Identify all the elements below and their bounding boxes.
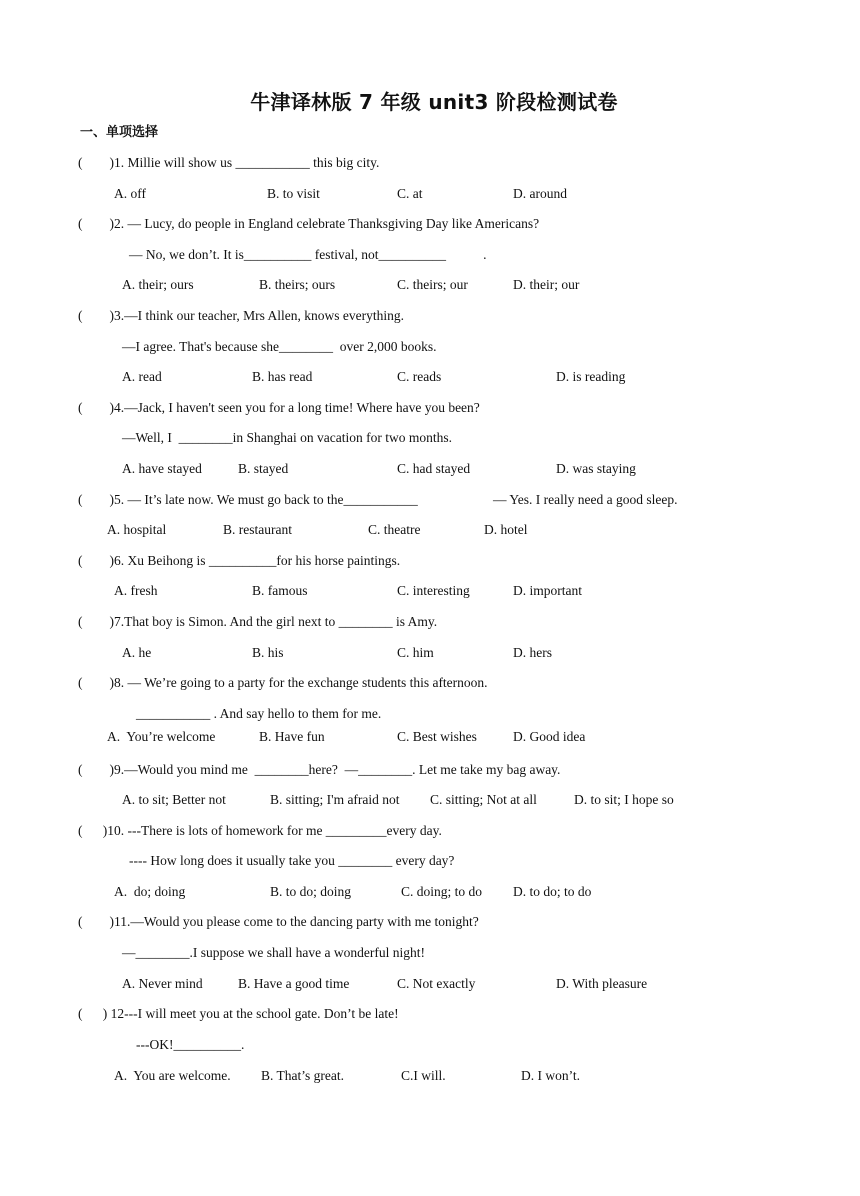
option-c: C. theatre (368, 522, 421, 537)
option-b: B. to do; doing (270, 884, 352, 899)
question-line: ---OK!__________. (136, 1037, 245, 1052)
option-d: D. With pleasure (556, 976, 648, 991)
question-line: —I agree. That's because she________ over 2,000 books. (122, 339, 437, 354)
option-a: A. do; doing (114, 884, 186, 899)
option-c: C. interesting (397, 583, 470, 598)
question-prompt: ( )10. ---There is lots of homework for me _________every day. (78, 823, 442, 838)
option-c: C. theirs; our (397, 277, 468, 292)
option-b: B. his (252, 645, 284, 660)
option-d: D. Good idea (513, 729, 586, 744)
question-line: —________.I suppose we shall have a wonderful night! (122, 945, 425, 960)
option-d: D. important (513, 583, 582, 598)
option-d: D. hotel (484, 522, 528, 537)
option-a: A. to sit; Better not (122, 792, 226, 807)
option-c: C. reads (397, 369, 442, 384)
question-prompt: ( )6. Xu Beihong is __________for his horse paintings. (78, 553, 401, 568)
option-c: C. doing; to do (401, 884, 483, 899)
option-d: D. is reading (556, 369, 626, 384)
option-b: B. theirs; ours (259, 277, 336, 292)
question-prompt: ( )9.—Would you mind me ________here? —________. Let me take my bag away. (78, 762, 561, 777)
question-prompt: ( )3.—I think our teacher, Mrs Allen, knows everything. (78, 308, 405, 323)
option-a: A. read (122, 369, 162, 384)
question-prompt: ( )8. — We’re going to a party for the exchange students this afternoon. (78, 675, 488, 690)
question-prompt: ( )11.—Would you please come to the dancing party with me tonight? (78, 914, 479, 929)
question-prompt: ( )4.—Jack, I haven't seen you for a long time! Where have you been? (78, 400, 480, 415)
option-b: B. Have a good time (238, 976, 350, 991)
option-a: A. Never mind (122, 976, 203, 991)
exam-title: 牛津译林版 7 年级 unit3 阶段检测试卷 (250, 90, 618, 114)
option-b: B. to visit (267, 186, 320, 201)
option-b: B. That’s great. (261, 1068, 344, 1083)
option-d: D. to do; to do (513, 884, 592, 899)
option-b: B. has read (252, 369, 313, 384)
option-a: A. have stayed (122, 461, 202, 476)
question-prompt: ( )5. — It’s late now. We must go back to the___________ (78, 492, 418, 507)
option-b: B. sitting; I'm afraid not (270, 792, 400, 807)
option-b: B. Have fun (259, 729, 325, 744)
option-c: C. him (397, 645, 434, 660)
section-heading: 一、单项选择 (80, 125, 159, 140)
option-c: C. had stayed (397, 461, 471, 476)
option-c: C.I will. (401, 1068, 446, 1083)
option-d: D. was staying (556, 461, 636, 476)
option-a: A. fresh (114, 583, 158, 598)
question-prompt: ( )7.That boy is Simon. And the girl next to ________ is Amy. (78, 614, 438, 629)
option-a: A. You’re welcome (107, 729, 216, 744)
option-a: A. You are welcome. (114, 1068, 231, 1083)
option-b: B. stayed (238, 461, 289, 476)
option-a: A. their; ours (122, 277, 194, 292)
option-c: C. Best wishes (397, 729, 477, 744)
option-c: C. sitting; Not at all (430, 792, 537, 807)
question-line: ___________ . And say hello to them for me. (136, 706, 382, 721)
option-d: D. their; our (513, 277, 580, 292)
option-d: D. to sit; I hope so (574, 792, 674, 807)
option-d: D. around (513, 186, 567, 201)
question-reply: — Yes. I really need a good sleep. (493, 492, 678, 507)
question-prompt: ( )1. Millie will show us ___________ this big city. (78, 155, 380, 170)
question-line: ---- How long does it usually take you ________ every day? (129, 853, 455, 868)
option-d: D. I won’t. (521, 1068, 580, 1083)
option-b: B. restaurant (223, 522, 292, 537)
option-c: C. Not exactly (397, 976, 476, 991)
option-a: A. hospital (107, 522, 167, 537)
option-c: C. at (397, 186, 423, 201)
option-b: B. famous (252, 583, 308, 598)
question-prompt: ( ) 12---I will meet you at the school gate. Don’t be late! (78, 1006, 399, 1021)
option-a: A. off (114, 186, 146, 201)
option-d: D. hers (513, 645, 552, 660)
option-a: A. he (122, 645, 152, 660)
question-prompt: ( )2. — Lucy, do people in England celebrate Thanksgiving Day like Americans? (78, 216, 540, 231)
question-line: — No, we don’t. It is__________ festival, not__________ . (129, 247, 487, 262)
question-line: —Well, I ________in Shanghai on vacation for two months. (122, 430, 452, 445)
